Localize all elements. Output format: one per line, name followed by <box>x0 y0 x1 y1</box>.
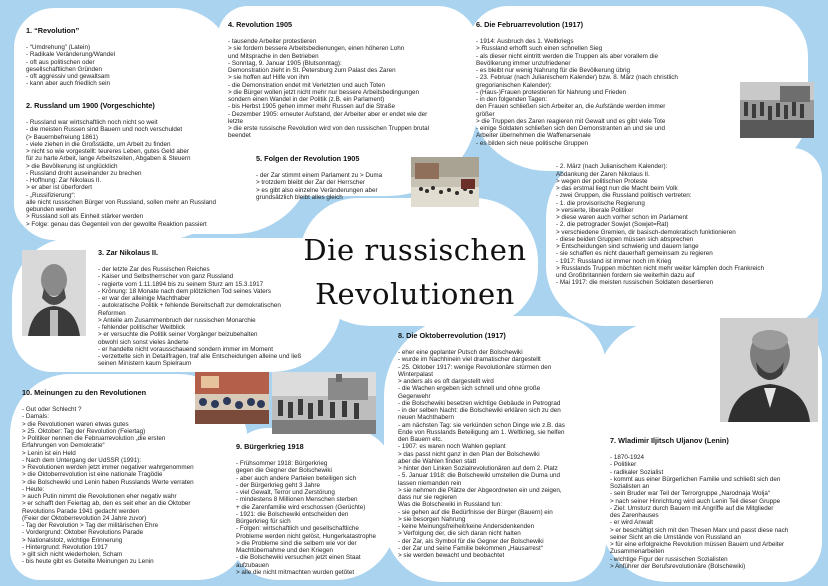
section-folgen-1905 <box>256 148 412 208</box>
section-heading: 9. Bürgerkrieg 1918 <box>236 442 304 452</box>
tsar-nicholas-portrait-photo <box>22 250 86 336</box>
lenin-portrait-photo <box>720 318 818 422</box>
section-body: - der letzte Zar des Russischen Reiches - Kaiser und Selbstherrscher von ganz Russland - regierte vom 1.11.1894 bis zu seinem Sturz am 15.3.1917 - Krönung: 18 Monate nach dem plötzlichen Tod seines Vaters - er war der alleinige Machthaber - autokratische Politik + fehlende Bereitschaft zur demokratischen Reformen > Anteile am Zusammenbruch der russischen Monarchie - fehlender politischer Weitblick > er versuchte die Politik seiner Vorgänger beizubehalten obwohl sich sonst vieles änderte - er handelte nicht vorausschauend sondern immer im Moment - verzettelte sich in Detailfragen, traf alle Entscheidungen alleine und ließ seinen Ministern kaum Spielraum <box>98 266 302 368</box>
section-oktoberrevolution <box>398 325 604 567</box>
section-heading: 8. Die Oktoberrevolution (1917) <box>398 331 506 341</box>
section-revolution-1905 <box>228 14 474 147</box>
section-heading: 6. Die Februarrevolution (1917) <box>476 20 584 30</box>
revolution-crowd-photo <box>195 372 269 424</box>
section-body: - 2. März (nach Julianischem Kalender): Abdankung der Zaren Nikolaus II. > wegen der politischen Proteste > das erstmal liegt nun die Macht beim Volk - zwei Gruppen, die Russland politisch vertreten: - 1. die provisorische Regierung > versierte, liberale Politiker > diese waren auch vorher schon im Parlament - 2. die petrograder Sowjet (Sowjet=Rat) > verschiedene Gremien, dir basisch-demokratisch funktionieren - diese beiden Gruppen müssen sich absprechen > Entscheidungen sind schwierig und dauern lange - sie schaffen es nicht dauerhaft gemeinsam zu regieren - 1917: Russland ist immer noch im Krieg > Russlands Truppen möchten nicht mehr weiter kämpfen doch Frankreich und Großbritannien fordern sie weiterhin dazu auf - Mai 1917: die meisten russischen Soldaten desertieren <box>556 163 765 287</box>
section-body: - 1914: Ausbruch des 1. Weltkriegs > Russland erhofft such einen schnellen Sieg - als dieser nicht eintritt werden die Truppen als aber vorallem die Bevölkerung immer unzufriedener - es bleibt nur wenig Nahrung für die Bevölkerung übrig - 23. Februar (nach Julianischem Kalender) bzw. 8. März (nach christlich gregorianischen Kalender): - (Haus-)Frauen protestieren für Nahrung und Frieden - in den folgenden Tagen: den Frauen schließen sich Arbeiter an, die Aufstände werden immer größer > die Truppen des Zaren reagieren mit Gewalt und es gibt viele Tote - einige Soldaten schließen sich den Demonstranten an und sie und Arbeiter übernehmen die Waffenarsenale - es bilden sich neue politische Gruppen <box>476 38 678 147</box>
section-body: - tausende Arbeiter protestieren > sie fordern bessere Arbeitsbedienungen, einen höheren Lohn und Mitsprache in den Betrieben - Sonntag, 9. Januar 1905 (Blutsonntag): Demonstration zieht in St. Petersburg zum Palast des Zaren > sie hoffen auf Hilfe von ihm - die Demonstration endet mit Verletzten und auch Toten > die Bürger wollen jetzt nicht mehr nur bessere Arbeitsbedingungen sondern einen Wandel in der Politik (z.B. ein Parlament) - bis Herbst 1905 gehen immer mehr Russen auf die Straße - Dezember 1905: erneuter Aufstand, der Arbeiter aber er endet wie der letzte > die erste russische Revolution wird von den russischen Truppen brutal beendet <box>228 38 430 140</box>
section-heading: 1. “Revolution” <box>26 26 80 36</box>
section-buergerkrieg <box>236 436 396 583</box>
section-heading: 7. Wladimir Iljitsch Uljanov (Lenin) <box>610 436 729 446</box>
section-lenin <box>610 430 820 577</box>
section-heading: 5. Folgen der Revolution 1905 <box>256 154 360 164</box>
section-body: - 1870-1924 - Politiker - radikaler Sozialist - kommt aus einer Bürgerlichen Familie und schließt sich den Sozialisten an - sein Bruder war Teil der Terrorgruppe „Narodnaja Wolja“ > nach seiner Hinrichtung wird auch Lenin Teil dieser Gruppe - Ziel: Umsturz durch Bauern mit Angriffe auf die Mitglieder des Zarenhauses - er wird Anwalt > er beschäftigt sich mit den Thesen Marx und passt diese nach seiner Sicht an die Umstände von Russland an > für eine erfolgreiche Revolution müssen Bauern und Arbeiter Zusammenarbeiten - wichtige Figur der russischen Sozialisten > Anführer der Berufsrevolutionäre (Bolschewiki) <box>610 454 789 570</box>
title-line-2: Revolutionen <box>315 277 515 311</box>
section-body: - Frühsommer 1918: Bürgerkrieg gegen die Gegner der Bolschewiki - aber auch andere Parteien beteiligen sich - der Bürgerkrieg geht 3 Jahre - viel Gewalt, Terror und Zerstörung - mindestens 8 Millionen Menschen sterben + die Zarenfamilie wird erschossen (Gerüchte) - 1921: die Bolschewiki entscheiden den Bürgerkrieg für sich - Folgen: wirtschaftlich und gesellschaftliche Probleme werden nicht gelöst, Hungerkatastrophe > die Probleme sind die selbem wie vor der Machtübernahme und den Kriegen - die Bolschewiki versuchen jetzt einen Staat aufzubauen > alle die nicht mitmachten wurden getötet <box>236 460 377 576</box>
section-heading: 10. Meinungen zu den Revolutionen <box>22 388 147 398</box>
civil-war-photo <box>272 372 376 434</box>
section-body: - eher eine geplanter Putsch der Bolschewiki - wurde im Nachhinein viel dramatischer dargestellt - 25. Oktober 1917: wenige Revolutionäre stürmen den Winterpalast > anders als es oft dargestellt wird - die Wachen ergeben sich schnell und ohne große Gegenwehr - die Bolschewiki besetzen wichtige Gebäude in Petrograd - in der selben Nacht: die Bolschewiki erklären sich zu den neuen Machthabern - am nächsten Tag: sie verkünden schon Dinge wie z.B. das Ende von Russlands Beteiligung am 1. Weltkrieg, sie helfen den Bauern etc. - 1907: es waren noch Wahlen geplant > das passt nicht ganz in den Plan der Bolschewiki aber die Wahlen finden statt > hinter den Linken Sozialrevolutionären auf dem 2. Platz - 5. Januar 1918: die Bolschewiki umstellen die Duma und lassen niemanden rein > sie nehmen die Plätze der Abgeordneten ein und zeigen, dass nur sie regieren Was die Bolschewiki in Russland tun: - sie gehen auf die Bedürfnisse der Bürger (Bauern) ein > sie besorgen Nahrung - keine Meinungsfreiheit/keine Andersdenkenden > Verfolgung der, die sich daran nicht halten - der Zar, als Symbol für die Gegner der Bolschewiki - der Zar und seine Familie bekommen „Hausarrest“ > sie werden bewacht und beobachtet <box>398 349 565 559</box>
title-line-1: Die russischen <box>303 233 527 267</box>
section-zar-nikolaus <box>98 242 342 375</box>
section-body: - Russland war wirtschaftlich noch nicht so weit - die meisten Russen sind Bauern und noch verschuldet (> Bauernbefreiung 1861) - viele ziehen in die Großstädte, um Arbeit zu finden > nicht so wie vorgestellt: teureres Leben, gutes Geld aber für zu harte Arbeit, lange Arbeitszeiten, Abgaben & Steuern > die Bevölkerung ist unglücklich - Russland droht auseinander zu brechen - Hoffnung: Zar Nikolaus II. > er aber ist überfordert - „Russifizierung“: alle nicht russischen Bürger von Russland, sollen mehr an Russland gebunden werden > Russland soll als Einheit stärker werden > Folge: genau das Gegenteil von der gewollte Reaktion passiert <box>26 119 217 228</box>
section-heading: 3. Zar Nikolaus II. <box>98 248 159 258</box>
section-heading: 4. Revolution 1905 <box>228 20 293 30</box>
section-februarrevolution-continued <box>556 156 818 294</box>
section-heading: 2. Russland um 1900 (Vorgeschichte) <box>26 101 155 111</box>
section-body: - Gut oder Schlecht ? - Damals: > die Revolutionen waren etwas gutes > 25. Oktober: Tag der Revolution (Feiertag) > Politiker nennen die Februarrevolution „die ersten Erfahrungen von Demokratie“ > Lenin ist ein Held - Nach dem Untergang der UdSSR (1991): > Revolutionen werden jetzt immer negativer wahrgenommen > die Oktoberrevolution ist eine nationale Tragödie > die Bolschewiki und Lenin haben Russlands Werte verraten - Heute: > auch Putin nimmt die Revolutionen eher negativ wahr > er schafft den Feiertag ab, den es seit eher an die Oktober Revolutions Parade 1941 gedacht werden (Feier der Oktoberrevolution 24 Jahre zuvor) - Tag der Revolution > Tag der militärischen Ehre - Vordergrund: Oktober Revolutions Parade > Nationalstolz, wichtige Erinnerung - Hintergrund: Revolution 1917 > gilt sich nicht wiederholen, Scham - bis heute gibt es Geteilte Meinungen zu Lenin <box>22 406 194 566</box>
bloody-sunday-painting <box>411 157 479 207</box>
petrograd-crowd-photo <box>740 82 814 138</box>
section-body: - der Zar stimmt einem Parlament zu > Duma > trotzdem bleibt der Zar der Herrscher > es gibt also einzelne Veränderungen aber grundsätzlich bleibt alles gleich <box>256 172 383 201</box>
section-body: - “Umdrehung” (Latein) - Radikale Veränderung/Wandel - oft aus politischen oder gesellschaftlichen Gründen - oft aggressiv und gewaltsam - kann aber auch friedlich sein <box>26 44 116 88</box>
section-revolution <box>26 20 206 95</box>
section-februarrevolution <box>476 14 738 154</box>
